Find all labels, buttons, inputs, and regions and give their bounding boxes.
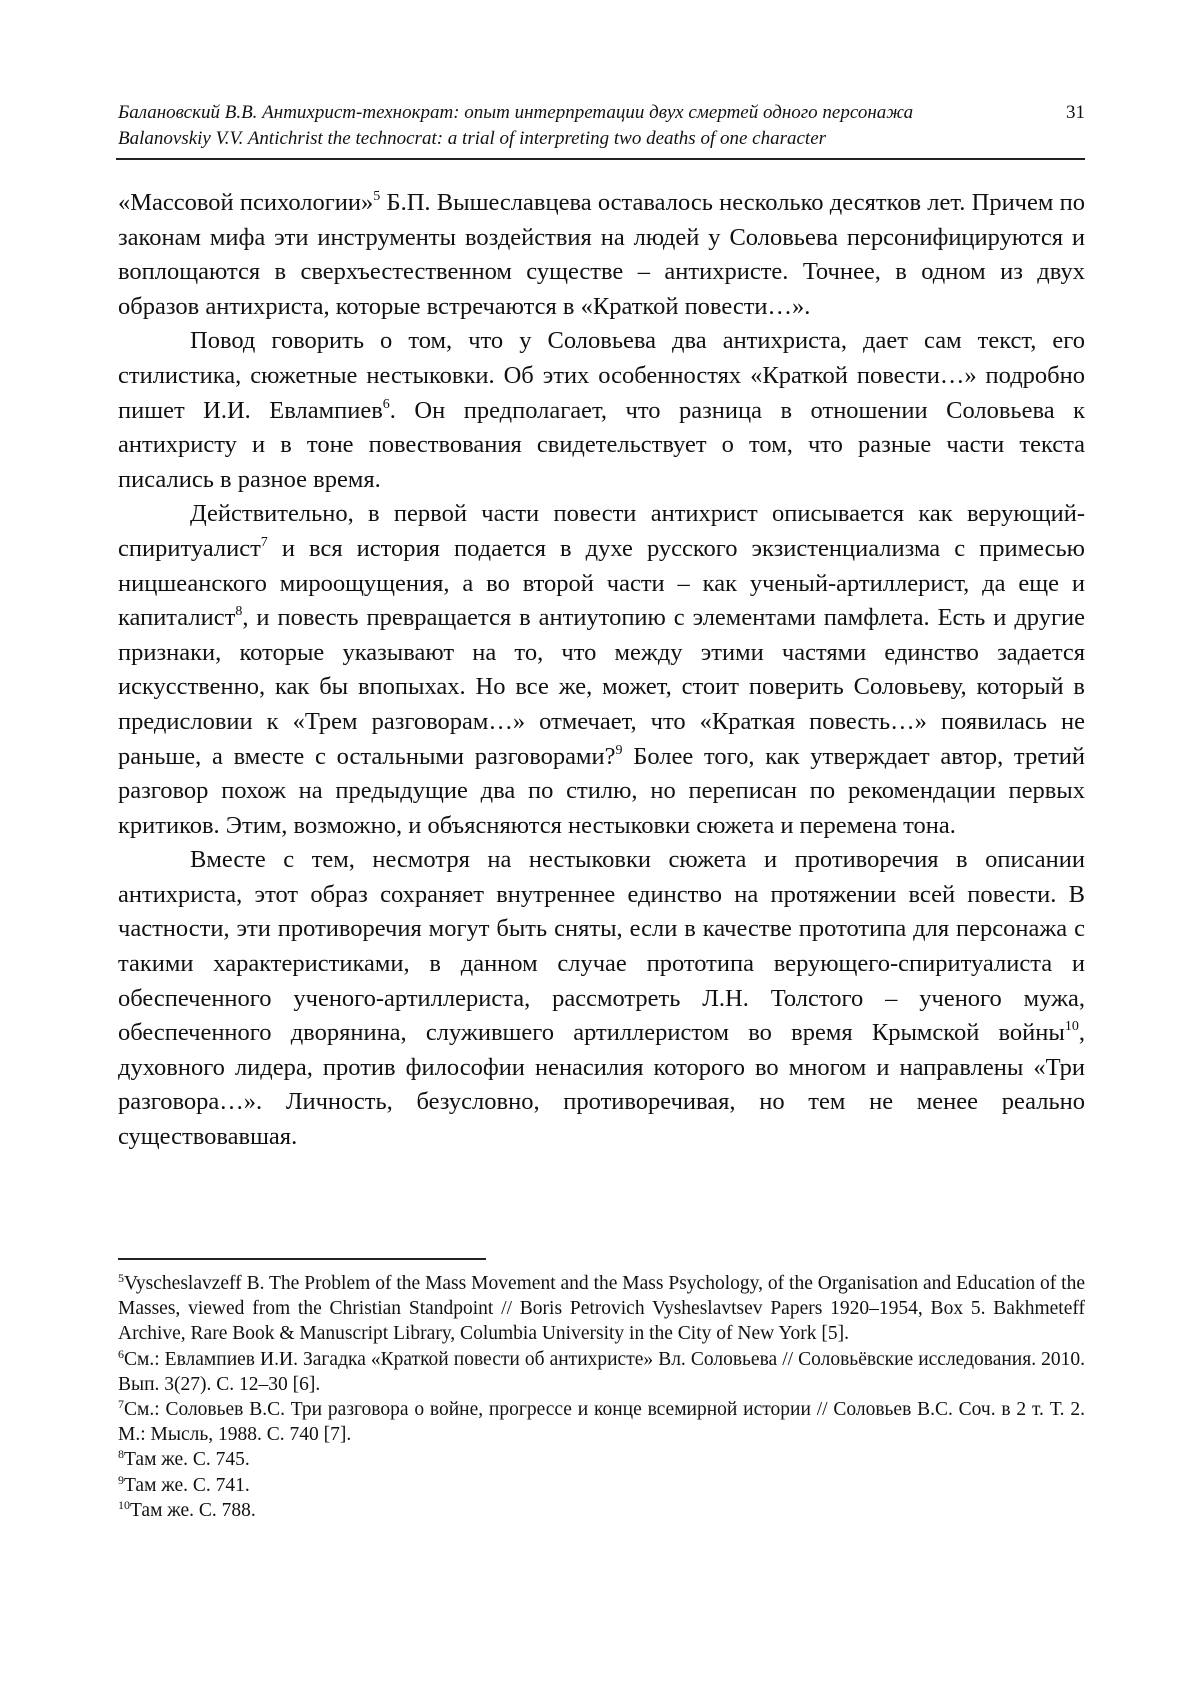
footnote-text: Там же. С. 788. <box>130 1499 256 1521</box>
paragraph-3-text-a: Действительно, в первой части повести антихрист описывается как верующий-спиритуалист <box>118 500 1085 562</box>
footnote-5 <box>118 1271 1085 1347</box>
footnote-ref-6: 6 <box>382 396 390 412</box>
footnote-10 <box>118 1498 1085 1523</box>
footnote-text: См.: Евлампиев И.И. Загадка «Краткой повести об антихристе» Вл. Соловьева // Соловьёвские исследования. 2010. Вып. 3(27). С. 12–30 [6]. <box>118 1348 1085 1395</box>
footnote-number: 5 <box>118 1271 124 1285</box>
footnote-ref-7: 7 <box>260 534 268 550</box>
paragraph-1-text-a: «Массовой психологии» <box>118 189 374 216</box>
footnote-6 <box>118 1347 1085 1397</box>
footnote-ref-8: 8 <box>235 604 243 620</box>
header-title-en: Balanovskiy V.V. Antichrist the technocrat: a trial of interpreting two deaths of one character <box>118 128 827 149</box>
footnotes <box>118 1271 1085 1523</box>
footnote-text: Там же. С. 745. <box>124 1449 250 1471</box>
footnote-number: 10 <box>118 1497 130 1512</box>
paragraph-4 <box>118 843 1085 1154</box>
footnote-8 <box>118 1447 1085 1472</box>
footnote-ref-9: 9 <box>615 742 623 758</box>
header-title-ru: Балановский В.В. Антихрист-технократ: опыт интерпретации двух смертей одного персонажа <box>118 102 914 123</box>
footnote-text: Vyscheslavzeff B. The Problem of the Mass Movement and the Mass Psychology, of the Organisation and Education of the Masses, viewed from the Christian Standpoint // Boris Petrovich Vysheslavtsev Papers 1920–1954, Box 5. Bakhmeteff Archive, Rare Book & Manuscript Library, Columbia University in the City of New York [5]. <box>118 1273 1085 1345</box>
header-rule <box>116 158 1085 160</box>
paragraph-3 <box>118 497 1085 843</box>
footnote-number: 6 <box>118 1346 124 1361</box>
paragraph-2-text-a: Повод говорить о том, что у Соловьева два антихриста, дает сам текст, его стилистика, сюжетные нестыковки. Об этих особенностях «Краткой повести…» подробно пишет И.И. Евлампиев <box>118 327 1085 424</box>
paragraph-2 <box>118 324 1085 497</box>
paragraph-3-text-b: и вся история подается в духе русского экзистенциализма с примесью ницшеанского мироощущения, а во второй части – как ученый-артиллерист, да еще и капиталист <box>118 534 1085 632</box>
footnote-ref-5: 5 <box>373 189 381 204</box>
paragraph-1-text-b: Б.П. Вышеславцева оставалось несколько десятков лет. Причем по законам мифа эти инструменты воздействия на людей у Соловьева персонифицируются и воплощаются в сверхъестественном существе – антихристе. Точнее, в одном из двух образов антихриста, которые встречаются в «Краткой повести…». <box>118 189 1085 320</box>
main-text <box>118 186 1085 1155</box>
footnote-text: Там же. С. 741. <box>124 1474 250 1496</box>
footnote-ref-10: 10 <box>1064 1019 1079 1035</box>
page-number: 31 <box>1066 102 1085 123</box>
paragraph-1 <box>118 186 1085 324</box>
footnote-9 <box>118 1473 1085 1498</box>
running-header <box>118 100 1085 152</box>
paragraph-4-text-b: , духовного лидера, против философии ненасилия которого во многом и направлены «Три разговора…». Личность, безусловно, противоречивая, но тем не менее реально существовавшая. <box>118 1019 1085 1151</box>
footnote-number: 7 <box>118 1397 124 1412</box>
footnote-number: 9 <box>118 1472 124 1487</box>
footnote-separator <box>118 1258 486 1260</box>
footnote-number: 8 <box>118 1447 124 1462</box>
paragraph-3-text-c: , и повесть превращается в антиутопию с элементами памфлета. Есть и другие признаки, которые указывают на то, что между этими частями единство задается искусственно, как бы впопыхах. Но все же, может, стоит поверить Соловьеву, который в предисловии к «Трем разговорам…» отмечает, что «Краткая повесть…» появилась не раньше, а вместе с остальными разговорами? <box>118 604 1085 770</box>
paragraph-3-text-d: Более того, как утверждает автор, третий разговор похож на предыдущие два по стилю, но переписан по рекомендации первых критиков. Этим, возможно, и объясняются нестыковки сюжета и перемена тона. <box>118 742 1085 839</box>
paragraph-2-text-b: . Он предполагает, что разница в отношении Соловьева к антихристу и в тоне повествования свидетельствует о том, что разные части текста писались в разное время. <box>118 396 1086 493</box>
footnote-7 <box>118 1397 1085 1447</box>
paragraph-4-text-a: Вместе с тем, несмотря на нестыковки сюжета и противоречия в описании антихриста, этот образ сохраняет внутреннее единство на протяжении всей повести. В частности, эти противоречия могут быть сняты, если в качестве прототипа для персонажа с такими характеристиками, в данном случае прототипа верующего-спиритуалиста и обеспеченного ученого-артиллериста, рассмотреть Л.Н. Толстого – ученого мужа, обеспеченного дворянина, служившего артиллеристом во время Крымской войны <box>118 846 1085 1047</box>
footnote-text: См.: Соловьев В.С. Три разговора о войне, прогрессе и конце всемирной истории // Соловьев В.С. Соч. в 2 т. Т. 2. М.: Мысль, 1988. С. 740 [7]. <box>118 1399 1085 1446</box>
